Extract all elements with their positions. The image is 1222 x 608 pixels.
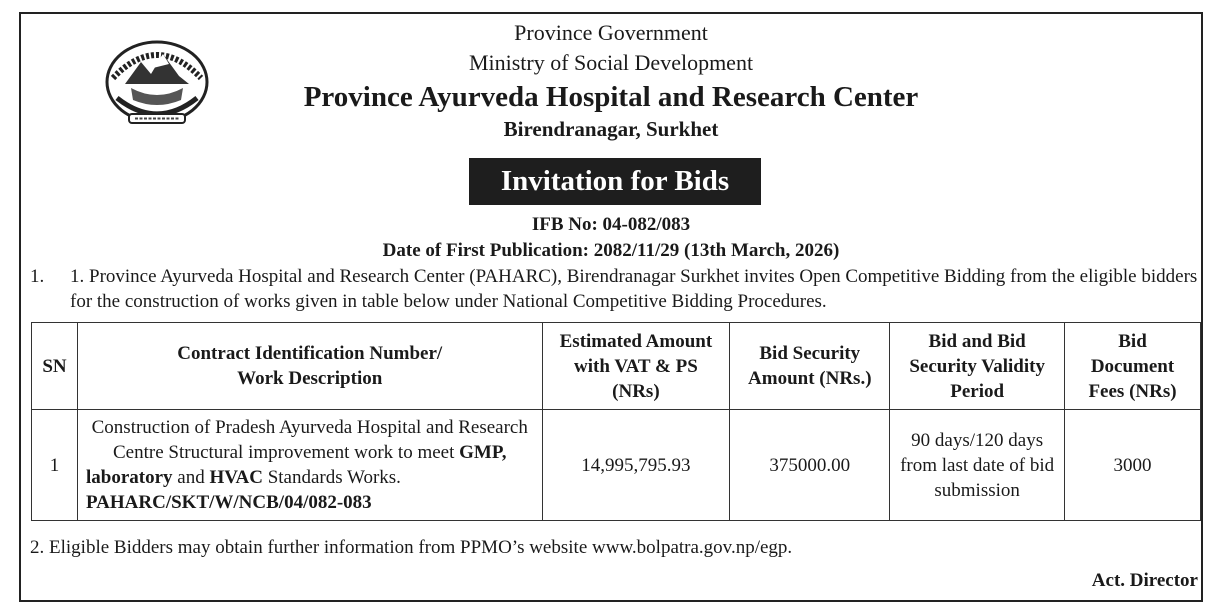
list-marker: 1. <box>30 266 45 287</box>
description-hvac: HVAC <box>209 467 263 488</box>
cell-sn: 1 <box>32 410 78 521</box>
table-row <box>32 410 1201 521</box>
organization-name: Province Ayurveda Hospital and Research Center <box>303 81 919 113</box>
contract-code: PAHARC/SKT/W/NCB/04/082-083 <box>85 492 372 513</box>
description-text-b: Standards Works. <box>262 467 401 488</box>
header-line-2: Ministry of Social Development <box>468 50 754 75</box>
header-estimate: Estimated Amount with VAT & PS (NRs) <box>542 323 730 410</box>
header-sn: SN <box>32 323 78 410</box>
cell-validity: 90 days/120 days from last date of bid submission <box>890 410 1065 521</box>
header-line-1: Province Government <box>514 20 708 45</box>
header-validity: Bid and Bid Security Validity Period <box>890 323 1065 410</box>
cell-description <box>77 410 542 521</box>
publication-date: Date of First Publication: 2082/11/29 (13th March, 2026) <box>382 240 840 261</box>
header-fees-text: Bid Document Fees (NRs) <box>1088 330 1177 402</box>
header-security <box>730 323 890 410</box>
cell-security: 375000.00 <box>730 410 890 521</box>
signature: Act. Director <box>1091 570 1198 591</box>
paragraph-1-text: 1. Province Ayurveda Hospital and Research Center (PAHARC), Birendranagar Surkhet invites Open Competitive Bidding from the eligible bidders for the construction of works given in table below under National Competitive Bidding Procedures. <box>70 266 1198 312</box>
ifb-number: IFB No: 04-082/083 <box>531 214 691 235</box>
header-contract-text: Contract Identification Number/ Work Description <box>177 343 443 389</box>
bids-table <box>31 322 1201 521</box>
description-and: and <box>172 467 210 488</box>
header-security-text: Bid Security Amount (NRs.) <box>748 343 872 389</box>
description-gmp: GMP, laboratory <box>85 442 507 488</box>
organization-location: Birendranagar, Surkhet <box>503 117 719 141</box>
header-fees <box>1065 323 1201 410</box>
paragraph-1 <box>30 264 1202 314</box>
cell-fees: 3000 <box>1065 410 1201 521</box>
paragraph-2: 2. Eligible Bidders may obtain further information from PPMO’s website www.bolpatra.gov.np/egp. <box>30 537 793 558</box>
header-contract <box>77 323 542 410</box>
table-header-row <box>32 323 1201 410</box>
notice-title: Invitation for Bids <box>469 158 761 205</box>
cell-estimate: 14,995,795.93 <box>542 410 730 521</box>
description-text-a: Construction of Pradesh Ayurveda Hospital and Research Centre Structural improvement work to meet <box>91 417 528 463</box>
